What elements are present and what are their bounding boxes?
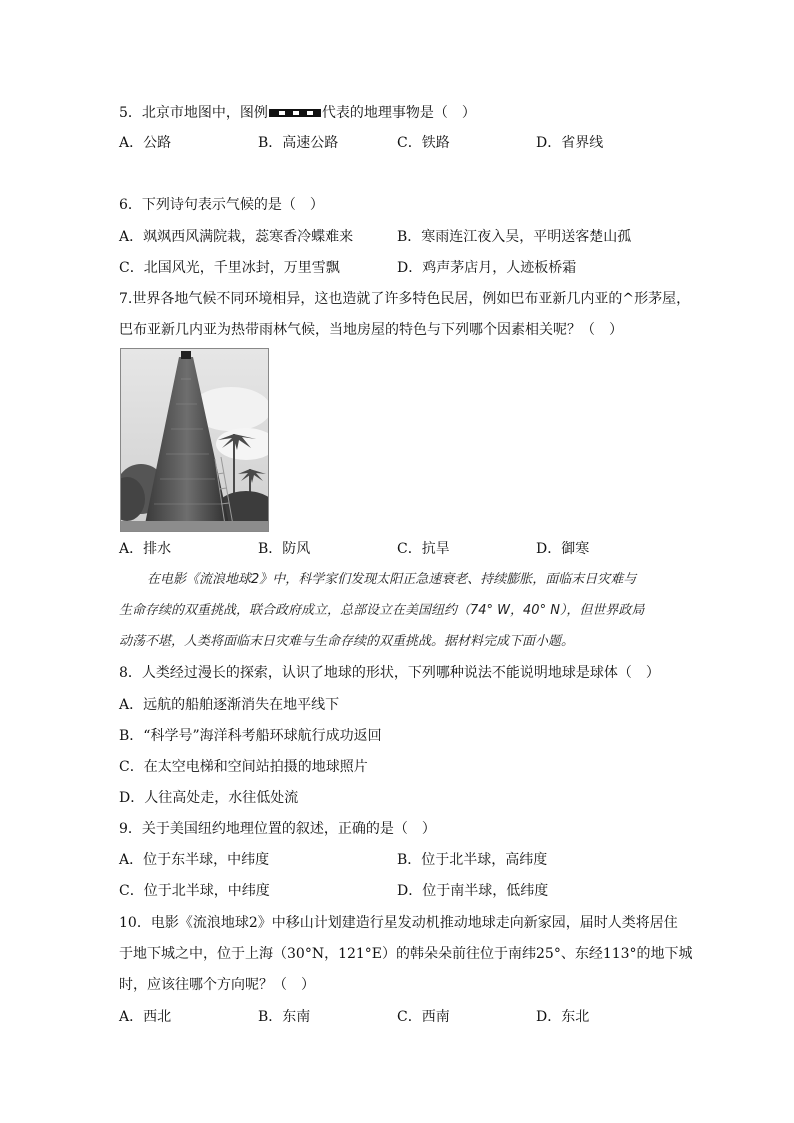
passage-line-2: 生命存续的双重挑战，联合政府成立，总部设立在美国纽约（74° W，40° N），但世界政局 [119,603,645,618]
q7-option-a[interactable]: A．排水 [119,541,172,557]
q8-option-a[interactable]: A．远航的船舶逐渐消失在地平线下 [119,697,340,713]
q7-stem-line2: 巴布亚新几内亚为热带雨林气候，当地房屋的特色与下列哪个因素相关呢？（ ） [119,322,623,338]
q10-option-a[interactable]: A．西北 [119,1009,172,1025]
q7-option-d[interactable]: D．御寒 [536,541,590,557]
q5-option-b[interactable]: B．高速公路 [258,135,339,151]
q10-stem-line1: 10．电影《流浪地球2》中移山计划建造行星发动机推动地球走向新家园，届时人类将居住 [119,915,678,931]
q5-stem-before: 5．北京市地图中，图例 [119,105,268,121]
q7-option-c[interactable]: C．抗旱 [397,541,450,557]
thatched-hut-photo [120,348,269,532]
q6-option-d[interactable]: D．鸡声茅店月，人迹板桥霜 [397,260,577,276]
q9-option-a[interactable]: A．位于东半球，中纬度 [119,852,270,868]
q9-option-b[interactable]: B．位于北半球，高纬度 [397,852,548,868]
q10-option-b[interactable]: B．东南 [258,1009,311,1025]
q9-stem: 9．关于美国纽约地理位置的叙述，正确的是（ ） [119,821,436,837]
q7-stem-line1: 7.世界各地气候不同环境相异，这也造就了许多特色民居，例如巴布亚新几内亚的^形茅屋， [119,291,691,307]
q5-option-c[interactable]: C．铁路 [397,135,450,151]
q8-stem: 8．人类经过漫长的探索，认识了地球的形状，下列哪种说法不能说明地球是球体（ ） [119,665,660,681]
q10-stem-line3: 时，应该往哪个方向呢？（ ） [119,977,315,993]
passage-line-1: 在电影《流浪地球2》中，科学家们发现太阳正急速衰老、持续膨胀，面临末日灾难与 [147,572,637,587]
q10-stem-line2: 于地下城之中，位于上海（30°N，121°E）的韩朵朵前往位于南纬25°、东经113°的地下城 [119,946,693,962]
q5-option-d[interactable]: D．省界线 [536,135,604,151]
q6-option-b[interactable]: B．寒雨连江夜入吴，平明送客楚山孤 [397,229,632,245]
q5-stem [119,103,476,123]
q10-option-d[interactable]: D．东北 [536,1009,590,1025]
q8-option-d[interactable]: D．人往高处走，水往低处流 [119,790,299,806]
q7-option-b[interactable]: B．防风 [258,541,311,557]
q10-option-c[interactable]: C．西南 [397,1009,450,1025]
q8-option-c[interactable]: C．在太空电梯和空间站拍摄的地球照片 [119,759,368,775]
q9-option-d[interactable]: D．位于南半球，低纬度 [397,883,549,899]
q6-option-c[interactable]: C．北国风光，千里冰封，万里雪飘 [119,260,340,276]
q5-stem-after: 代表的地理事物是（ ） [321,105,476,121]
passage-line-3: 动荡不堪，人类将面临末日灾难与生命存续的双重挑战。据材料完成下面小题。 [119,634,575,649]
q8-option-b[interactable]: B．“科学号”海洋科考船环球航行成功返回 [119,728,382,744]
q9-option-c[interactable]: C．位于北半球，中纬度 [119,883,270,899]
railway-legend-icon [269,109,321,117]
q6-stem: 6．下列诗句表示气候的是（ ） [119,197,324,213]
q6-option-a[interactable]: A．飒飒西风满院栽，蕊寒香冷蝶难来 [119,229,354,245]
q5-option-a[interactable]: A．公路 [119,135,172,151]
